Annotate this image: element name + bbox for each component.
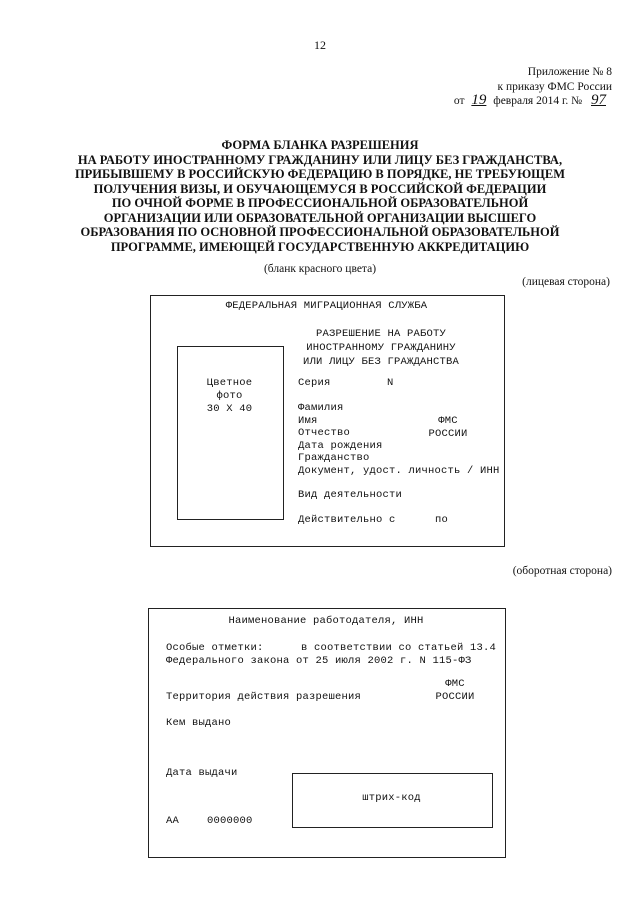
blank-color-note: (бланк красного цвета)	[263, 263, 377, 275]
field-citizenship: Гражданство	[298, 452, 370, 464]
fms-stamp-line: ФМС	[445, 678, 465, 690]
employer-label: Наименование работодателя, ИНН	[228, 615, 424, 627]
fms-stamp-front	[418, 415, 478, 440]
title-line: НА РАБОТУ ИНОСТРАННОМУ ГРАЖДАНИНУ ИЛИ ЛИЦУ БЕЗ ГРАЖДАНСТВА,	[77, 152, 563, 167]
annex-date-day: 19	[471, 92, 487, 108]
title-line: ОБРАЗОВАНИЯ ПО ОСНОВНОЙ ПРОФЕССИОНАЛЬНОЙ ОБРАЗОВАТЕЛЬНОЙ	[80, 225, 560, 239]
special-marks-text-1: в соответствии со статьей 13.4	[301, 642, 497, 654]
issue-date-label: Дата выдачи	[166, 767, 238, 779]
photo-caption-line: 30 X 40	[206, 403, 253, 415]
title-line: ПРИБЫВШЕМУ В РОССИЙСКУЮ ФЕДЕРАЦИЮ В ПОРЯДКЕ, НЕ ТРЕБУЮЩЕМ	[74, 167, 566, 181]
form-title	[40, 138, 600, 254]
annex-date-line	[454, 92, 612, 109]
field-surname: Фамилия	[298, 402, 344, 414]
valid-from-label: Действительно с	[298, 514, 396, 526]
title-line: ОРГАНИЗАЦИИ ИЛИ ОБРАЗОВАТЕЛЬНОЙ ОРГАНИЗАЦИИ ВЫСШЕГО	[103, 210, 537, 225]
fms-stamp-back	[425, 678, 485, 703]
barcode-label: штрих-код	[362, 792, 421, 804]
fms-stamp-line: РОССИИ	[435, 690, 475, 703]
page-number: 12	[314, 38, 326, 52]
activity-label: Вид деятельности	[298, 489, 403, 501]
fms-stamp-line: РОССИИ	[428, 427, 468, 440]
series-label: Серия	[298, 377, 331, 389]
issued-by-label: Кем выдано	[166, 717, 232, 729]
permit-title-line: ИЛИ ЛИЦУ БЕЗ ГРАЖДАНСТВА	[302, 356, 460, 368]
field-birth-date: Дата рождения	[298, 439, 383, 452]
special-marks-label: Особые отметки:	[166, 642, 264, 654]
annex-order-number: 97	[591, 92, 606, 108]
territory-label: Территория действия разрешения	[166, 691, 362, 703]
valid-to-label: по	[435, 514, 449, 526]
back-side-label: (оборотная сторона)	[512, 565, 612, 577]
permit-title	[286, 327, 476, 369]
field-name: Имя	[298, 414, 318, 427]
agency-name: ФЕДЕРАЛЬНАЯ МИГРАЦИОННАЯ СЛУЖБА	[225, 300, 428, 312]
permit-title-line: РАЗРЕШЕНИЕ НА РАБОТУ	[315, 328, 447, 340]
special-marks-text-2: Федерального закона от 25 июля 2002 г. N 115-ФЗ	[166, 655, 472, 667]
annex-date-prefix: от	[453, 95, 465, 107]
title-line: ФОРМА БЛАНКА РАЗРЕШЕНИЯ	[221, 138, 419, 152]
title-line: ПО ОЧНОЙ ФОРМЕ В ПРОФЕССИОНАЛЬНОЙ ОБРАЗОВАТЕЛЬНОЙ	[111, 196, 529, 210]
series-value: АА	[166, 815, 180, 827]
annex-date-rest: февраля 2014 г. №	[493, 95, 583, 107]
number-value: 0000000	[207, 815, 253, 827]
photo-caption	[177, 377, 282, 416]
photo-caption-line: фото	[216, 390, 243, 402]
field-patronymic: Отчество	[298, 427, 351, 439]
photo-caption-line: Цветное	[206, 377, 253, 389]
annex-line-2: к приказу ФМС России	[497, 81, 612, 93]
number-label: N	[387, 377, 394, 389]
field-id-document: Документ, удост. личность / ИНН	[298, 464, 500, 477]
front-side-label: (лицевая сторона)	[522, 276, 610, 288]
photo-box	[177, 346, 284, 520]
annex-line-1: Приложение № 8	[527, 66, 612, 78]
fms-stamp-line: ФМС	[438, 415, 458, 427]
permit-title-line: ИНОСТРАННОМУ ГРАЖДАНИНУ	[306, 342, 456, 354]
title-line: ПОЛУЧЕНИЯ ВИЗЫ, И ОБУЧАЮЩЕМУСЯ В РОССИЙСКОЙ ФЕДЕРАЦИИ	[93, 181, 547, 196]
title-line: ПРОГРАММЕ, ИМЕЮЩЕЙ ГОСУДАРСТВЕННУЮ АККРЕДИТАЦИЮ	[110, 239, 530, 254]
